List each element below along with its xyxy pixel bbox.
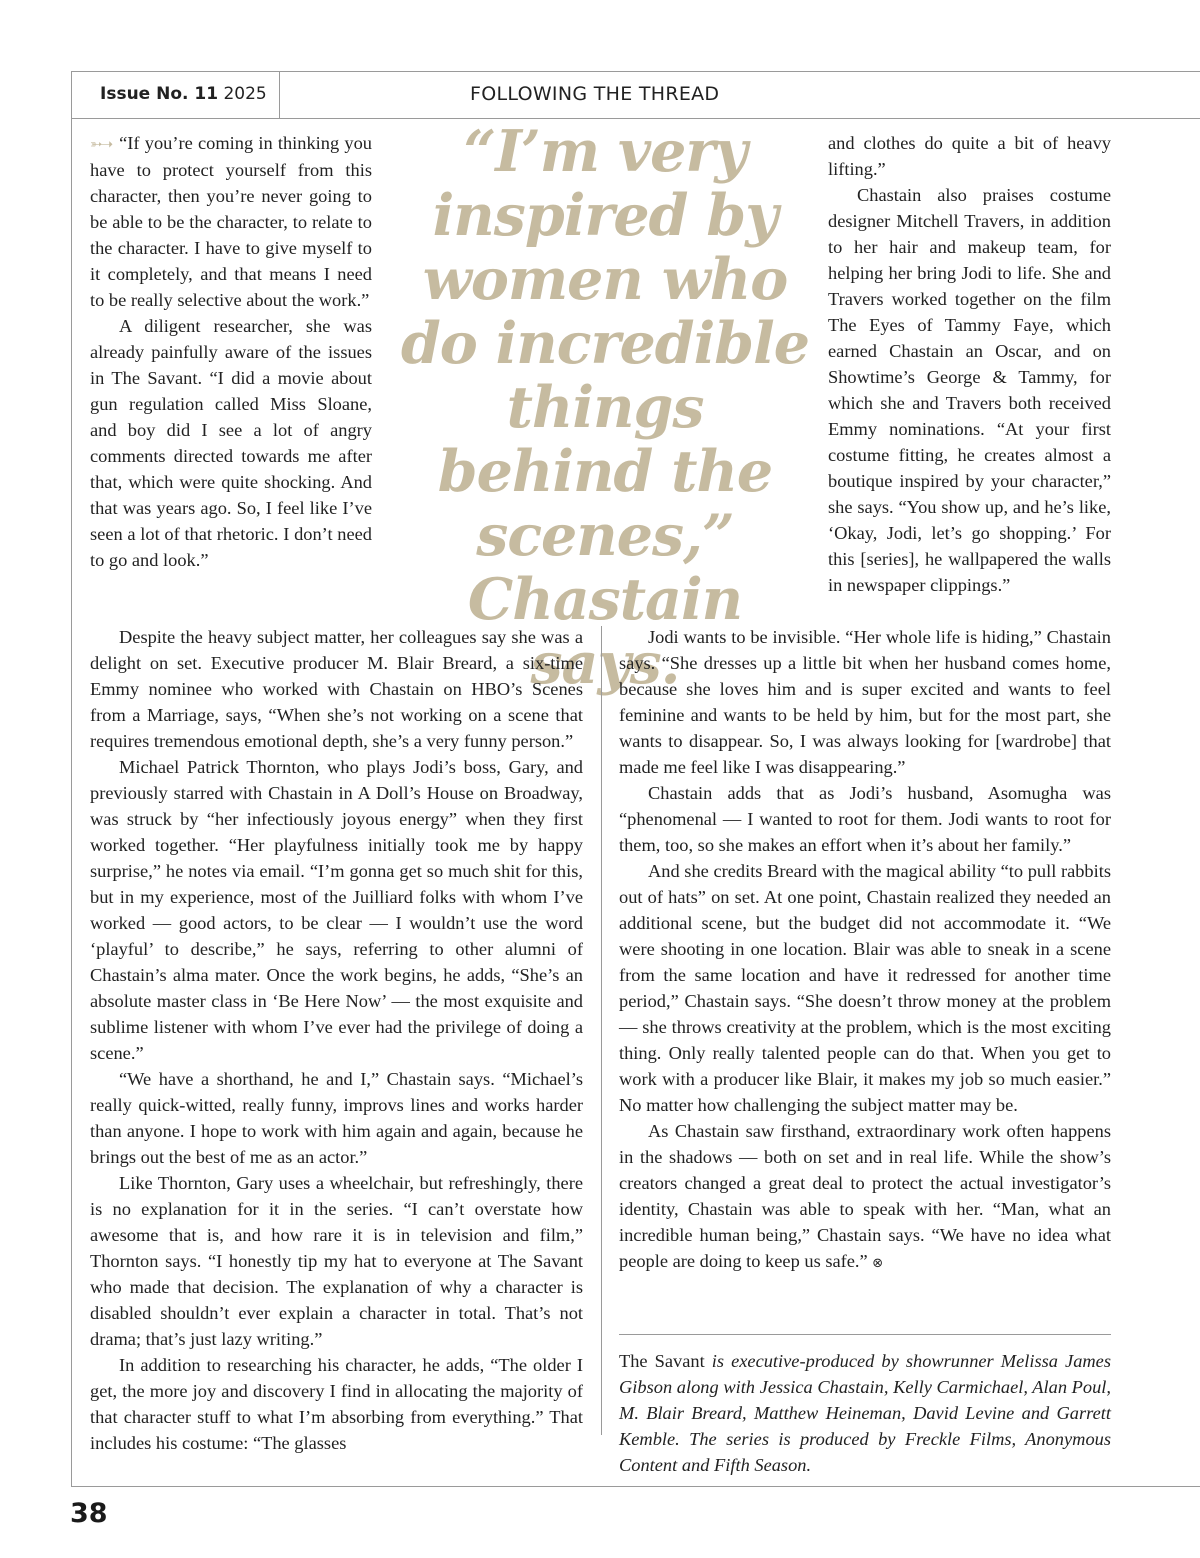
end-mark-icon: ⊗ [872,1256,884,1271]
header-divider [279,71,280,118]
column-bottom-right [619,624,1111,1277]
paragraph [619,1118,1111,1277]
section-title: FOLLOWING THE THREAD [470,83,720,105]
paragraph-text: As Chastain saw firsthand, extraordinary work often happens in the shadows — both on set and in real life. While the show’s creators changed a great deal to protect the actual investigator’s identity, Chastain was able to speak with her. “Man, what an incredible human being,” Chastain says. “We have no idea what people are doing to keep us safe.” [619,1121,1111,1271]
paragraph: Jodi wants to be invisible. “Her whole life is hiding,” Chastain says. “She dresses up a little bit when her husband comes home, because she loves him and is super excited and wants to feel feminine and wants to be held by him, but for the most part, she wants to disappear. So, I was always looking for [wardrobe] that made me feel like I was disappearing.” [619,627,1111,777]
arrow-icon: ➳➝ [90,135,112,153]
column-top-right [828,130,1111,598]
paragraph: Michael Patrick Thornton, who plays Jodi’s boss, Gary, and previously starred with Chastain in A Doll’s House on Broadway, was struck by “her infectiously joyous energy” when they first worked together. “Her playfulness initially took me by happy surprise,” he notes via email. “I’m gonna get so much shit for this, but in my experience, most of the Juilliard folks with whom I’ve worked — good actors, to be clear — I wouldn’t use the word ‘playful’ to describe,” he says, referring to other alumni of Chastain’s alma mater. Once the work begins, he adds, “She’s an absolute master class in ‘Be Here Now’ — the most exquisite and sublime listener with whom I’ve ever had the privilege of doing a scene.” [90,757,583,1063]
issue-year: 2025 [223,84,267,104]
credit-title: The Savant [619,1351,705,1371]
credit-note [619,1348,1111,1478]
credit-rule [619,1334,1111,1335]
paragraph: Despite the heavy subject matter, her colleagues say she was a delight on set. Executive producer M. Blair Breard, a six-time Emmy nominee who worked with Chastain on HBO’s Scenes from a Marriage, says, “When she’s not working on a scene that requires tremendous emotional depth, she’s a very funny person.” [90,627,583,751]
pull-quote: “I’m very inspired by women who do incredible things behind the scenes,” Chastain says. [400,118,810,697]
paragraph [90,130,372,313]
issue-label [100,84,267,104]
column-bottom-left [90,624,583,1456]
paragraph: In addition to researching his character, he adds, “The older I get, the more joy and discovery I find in allocating the majority of that character stuff to what I’m absorbing from everything.” That includes his costume: “The glasses [90,1355,583,1453]
paragraph: Chastain also praises costume designer Mitchell Travers, in addition to her hair and makeup team, for helping her bring Jodi to life. She and Travers worked together on the film The Eyes of Tammy Faye, which earned Chastain an Oscar, and on Showtime’s George & Tammy, for which she and Travers both received Emmy nominations. “At your first costume fitting, he creates almost a boutique inspired by your character,” she says. “You show up, and he’s like, ‘Okay, Jodi, let’s go shopping.’ For this [series], he wallpapered the walls in newspaper clippings.” [828,185,1111,595]
paragraph: and clothes do quite a bit of heavy lifting.” [828,133,1111,179]
paragraph-text: “If you’re coming in thinking you have to protect yourself from this character, then you’re never going to be able to be the character, to relate to the character. I have to give myself to it completely, and that means I need to be really selective about the work.” [90,133,372,310]
paragraph: Like Thornton, Gary uses a wheelchair, but refreshingly, there is no explanation for it in the series. “I can’t overstate how awesome that is, and how rare it is in television and film,” Thornton says. “I honestly tip my hat to everyone at The Savant who made that decision. The explanation of why a character is disabled shouldn’t ever explain a character in total. That’s not drama; that’s just lazy writing.” [90,1173,583,1349]
paragraph: Chastain adds that as Jodi’s husband, Asomugha was “phenomenal — I wanted to root for them. Jodi wants to root for them, too, so she makes an effort when it’s about her family.” [619,783,1111,855]
column-rule [601,626,602,1435]
column-top-left [90,130,372,573]
credit-text: is executive-produced by showrunner Melissa James Gibson along with Jessica Chastain, Kelly Carmichael, Alan Poul, M. Blair Breard, Matthew Heineman, David Levine and Garrett Kemble. The series is produced by Freckle Films, Anonymous Content and Fifth Season. [619,1351,1111,1475]
paragraph: And she credits Breard with the magical ability “to pull rabbits out of hats” on set. At one point, Chastain realized they needed an additional scene, but the budget did not accommodate it. “We were shooting in one location. Blair was able to sneak in a scene from the same location and have it redressed for another time period,” Chastain says. “She doesn’t throw money at the problem — she throws creativity at the problem, which is the most exciting thing. Only really talented people can do that. When you get to work with a producer like Blair, it makes my job so much easier.” No matter how challenging the subject matter may be. [619,861,1111,1115]
paragraph: “We have a shorthand, he and I,” Chastain says. “Michael’s really quick-witted, really funny, improvs lines and works harder than anyone. I hope to work with him again and again, because he brings out the best of me as an actor.” [90,1069,583,1167]
issue-number: Issue No. 11 [100,84,219,104]
page-number: 38 [70,1498,108,1529]
paragraph: A diligent researcher, she was already painfully aware of the issues in The Savant. “I did a movie about gun regulation called Miss Sloane, and boy did I see a lot of angry comments directed towards me after that, which were quite shocking. And that was years ago. So, I feel like I’ve seen a lot of that rhetoric. I don’t need to go and look.” [90,316,372,570]
